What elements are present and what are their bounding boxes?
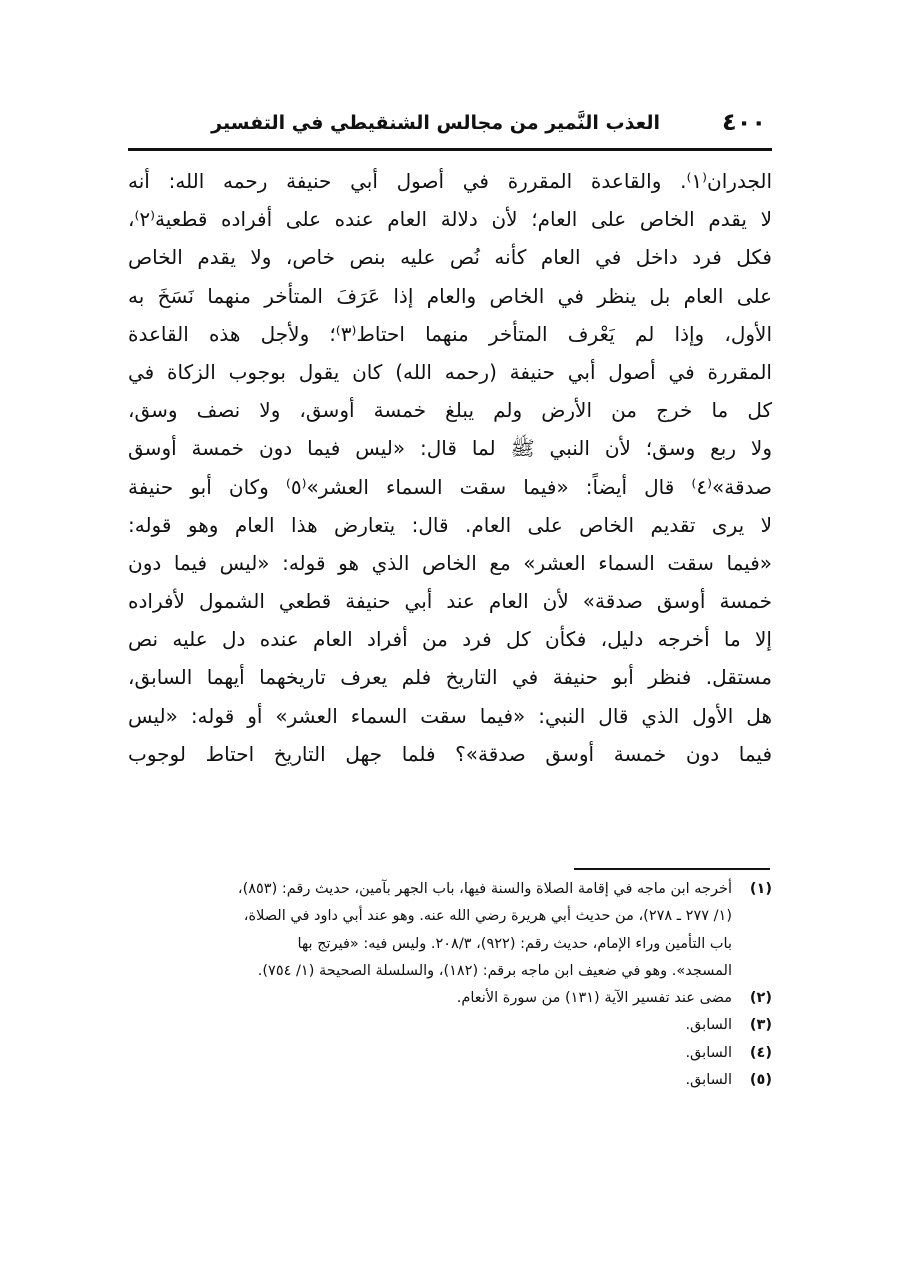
footnote-text: السابق. [685, 1044, 732, 1061]
footnotes [128, 876, 772, 1094]
footnote-number: (٢) [749, 990, 772, 1007]
footnote-3 [128, 1012, 772, 1039]
book-title: العذب النَّمير من مجالس الشنقيطي في التفسير [211, 112, 660, 134]
text-line: على العام بل ينظر في الخاص والعام إذا عَرَفَ المتأخر منهما نَسَخَ به [128, 283, 772, 308]
header-rule [128, 148, 772, 151]
text-line: مستقل. فنظر أبو حنيفة في التاريخ فلم يعرف تاريخهما أيهما السابق، [128, 665, 772, 690]
text-line: الجدران⁽١⁾. والقاعدة المقررة في أصول أبي حنيفة رحمه الله: أنه [128, 169, 772, 193]
footnote-text: السابق. [685, 1072, 732, 1089]
footnote-separator [574, 868, 770, 870]
footnote-text: (١/ ٢٧٧ ـ ٢٧٨)، من حديث أبي هريرة رضي الله عنه. وهو عند أبي داود في الصلاة، [243, 908, 732, 925]
footnote-number: (٥) [749, 1072, 772, 1089]
footnote-number: (٣) [749, 1017, 772, 1034]
text-line: لا يقدم الخاص على العام؛ لأن دلالة العام عنده على أفراده قطعية⁽٢⁾، [128, 207, 772, 232]
text-line: الأول، وإذا لم يَعْرف المتأخر منهما احتاط⁽٣⁾؛ ولأجل هذه القاعدة [128, 321, 772, 346]
text-line: لا يرى تقديم الخاص على العام. قال: يتعارض هذا العام وهو قوله: [128, 512, 772, 537]
footnote-text: باب التأمين وراء الإمام، حديث رقم: (٩٢٢)، ٢٠٨/٣. وليس فيه: «فيرتج بها [297, 935, 732, 952]
footnote-text: أخرجه ابن ماجه في إقامة الصلاة والسنة فيها، باب الجهر بآمين، حديث رقم: (٨٥٣)، [237, 881, 732, 897]
footnote-text: المسجد». وهو في ضعيف ابن ماجه برقم: (١٨٢)، والسلسلة الصحيحة (١/ ٧٥٤). [257, 962, 732, 979]
footnote-1-continuation [128, 903, 772, 930]
text-line: خمسة أوسق صدقة» لأن العام عند أبي حنيفة قطعي الشمول لأفراده [128, 589, 772, 614]
footnote-number: (٤) [749, 1044, 772, 1061]
text-line: إلا ما أخرجه دليل، فكأن كل فرد من أفراد العام عنده دل عليه نص [128, 627, 772, 652]
text-line: فكل فرد داخل في العام كأنه نُص عليه بنص خاص، ولا يقدم الخاص [128, 245, 772, 270]
text-line: «فيما سقت السماء العشر» مع الخاص الذي هو قوله: «ليس فيما دون [128, 550, 772, 575]
text-line: فيما دون خمسة أوسق صدقة»؟ فلما جهل التاريخ احتاط لوجوب [128, 741, 772, 766]
running-header [130, 108, 770, 144]
footnote-text: مضى عند تفسير الآية (١٣١) من سورة الأنعام. [456, 990, 732, 1007]
text-line: صدقة»⁽٤⁾ قال أيضاً: «فيما سقت السماء العشر»⁽٥⁾ وكان أبو حنيفة [128, 474, 772, 499]
footnote-1 [128, 876, 772, 903]
footnote-2 [128, 985, 772, 1012]
main-text [128, 162, 772, 773]
footnote-4 [128, 1040, 772, 1067]
footnote-1-continuation [128, 958, 772, 985]
text-line: هل الأول الذي قال النبي: «فيما سقت السماء العشر» أو قوله: «ليس [128, 703, 772, 728]
footnote-5 [128, 1067, 772, 1094]
footnote-1-continuation [128, 931, 772, 958]
text-line: المقررة في أصول أبي حنيفة (رحمه الله) كان يقول بوجوب الزكاة في [128, 359, 772, 384]
text-line: ولا ربع وسق؛ لأن النبي ﷺ لما قال: «ليس فيما دون خمسة أوسق [128, 436, 772, 461]
footnote-text: السابق. [685, 1017, 732, 1034]
text-line: كل ما خرج من الأرض ولم يبلغ خمسة أوسق، ولا نصف وسق، [128, 398, 772, 423]
footnote-number: (١) [749, 881, 772, 897]
page-number: ٤٠٠ [722, 108, 766, 136]
